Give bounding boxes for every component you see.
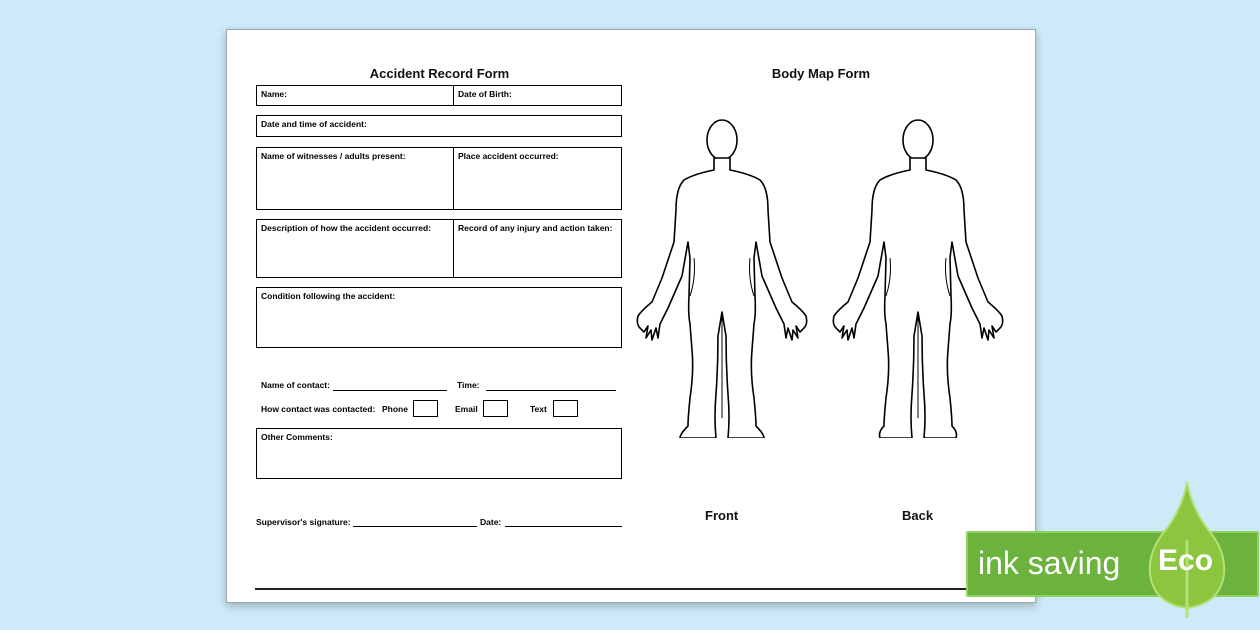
injury-field[interactable] — [453, 220, 621, 277]
accident-form-title: Accident Record Form — [369, 66, 510, 81]
condition-field[interactable] — [257, 288, 621, 347]
signature-line[interactable] — [353, 526, 477, 527]
comments-box — [256, 428, 622, 479]
name-dob-box — [256, 85, 622, 106]
datetime-field[interactable] — [257, 116, 621, 136]
witnesses-field[interactable] — [257, 148, 453, 209]
eco-label: Eco — [1158, 544, 1214, 577]
description-injury-box — [256, 219, 622, 278]
ink-saving-text: ink saving — [978, 545, 1121, 581]
place-label: Place accident occurred: — [458, 151, 559, 161]
time-line[interactable] — [486, 390, 616, 391]
name-label: Name: — [261, 89, 287, 99]
datetime-box — [256, 115, 622, 137]
contact-name-line[interactable] — [333, 390, 447, 391]
name-field[interactable] — [257, 86, 453, 105]
body-figure-back — [830, 118, 1006, 438]
how-contacted-label: How contact was contacted: — [261, 404, 376, 414]
signature-label: Supervisor's signature: — [256, 517, 351, 527]
comments-label: Other Comments: — [261, 432, 333, 442]
contact-name-label: Name of contact: — [261, 380, 330, 390]
footer-rule — [255, 588, 1011, 590]
phone-label: Phone — [382, 404, 408, 414]
phone-checkbox[interactable] — [413, 400, 438, 417]
injury-label: Record of any injury and action taken: — [458, 223, 613, 233]
condition-label: Condition following the accident: — [261, 291, 396, 301]
back-caption: Back — [902, 508, 934, 523]
body-figure-front — [634, 118, 810, 438]
front-caption: Front — [705, 508, 739, 523]
body-map-title: Body Map Form — [771, 66, 871, 81]
place-field[interactable] — [453, 148, 621, 209]
comments-field[interactable] — [257, 429, 621, 478]
date-line[interactable] — [505, 526, 622, 527]
dob-field[interactable] — [453, 86, 621, 105]
witnesses-label: Name of witnesses / adults present: — [261, 151, 406, 161]
date-label: Date: — [480, 517, 502, 527]
worksheet-page — [226, 29, 1036, 603]
text-checkbox[interactable] — [553, 400, 578, 417]
email-checkbox[interactable] — [483, 400, 508, 417]
email-label: Email — [455, 404, 478, 414]
description-field[interactable] — [257, 220, 453, 277]
time-label: Time: — [457, 380, 480, 390]
text-label: Text — [530, 404, 547, 414]
description-label: Description of how the accident occurred: — [261, 223, 432, 233]
dob-label: Date of Birth: — [458, 89, 512, 99]
witness-place-box — [256, 147, 622, 210]
condition-box — [256, 287, 622, 348]
datetime-label: Date and time of accident: — [261, 119, 367, 129]
